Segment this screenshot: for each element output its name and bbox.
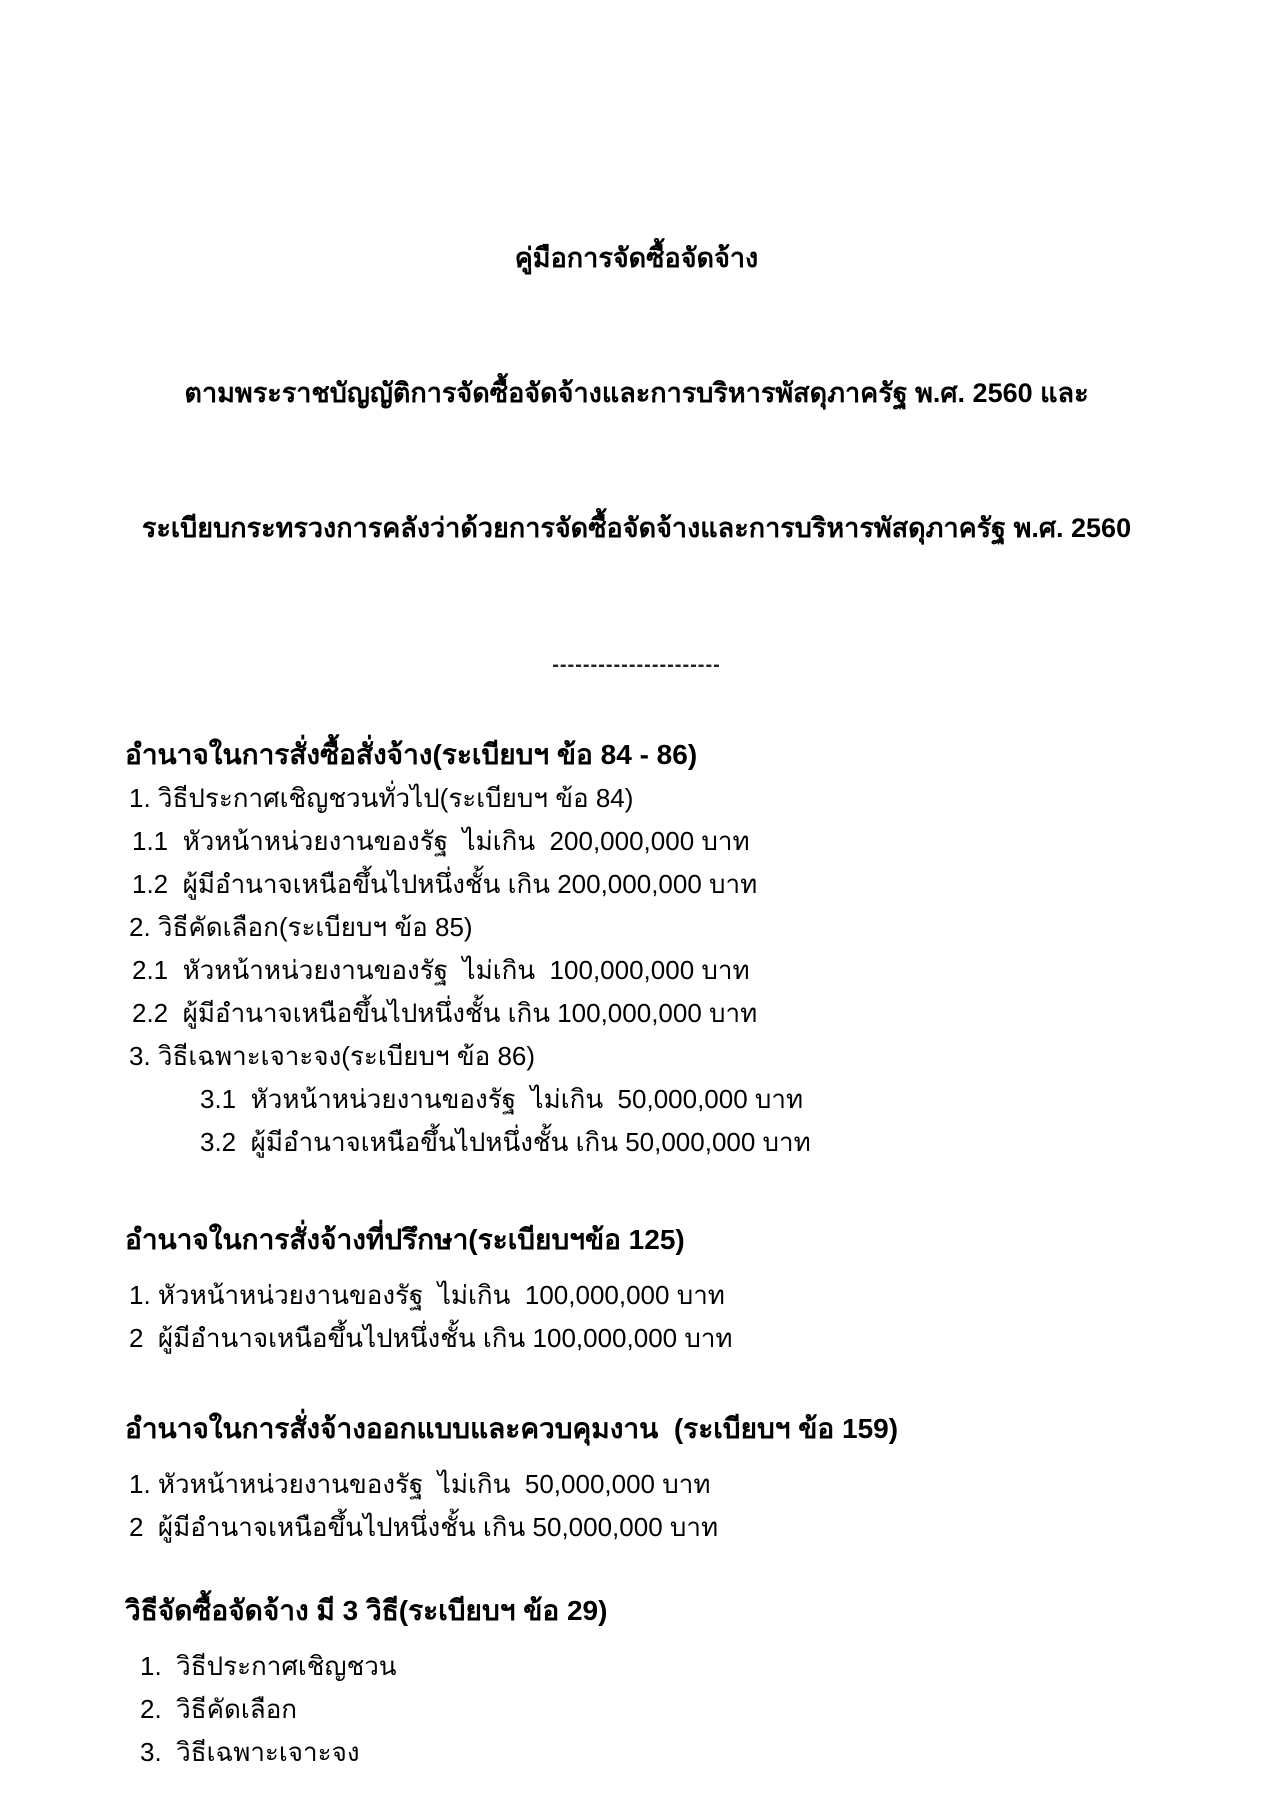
section-heading: วิธีจัดซื้อจัดจ้าง มี 3 วิธี(ระเบียบฯ ข้อ 29) [125,1595,608,1626]
section-procurement-methods [125,1589,1173,1774]
list-item: 2.1 หัวหน้าหน่วยงานของรัฐ ไม่เกิน 100,000,000 บาท [132,955,750,985]
list-item: 1. วิธีประกาศเชิญชวน [140,1651,397,1681]
document-title-block [0,146,1273,641]
list-item: 2 ผู้มีอำนาจเหนือขึ้นไปหนึ่งชั้น เกิน 100,000,000 บาท [129,1323,733,1353]
list-item: 1. หัวหน้าหน่วยงานของรัฐ ไม่เกิน 50,000,000 บาท [129,1469,711,1499]
list-item: 3.1 หัวหน้าหน่วยงานของรัฐ ไม่เกิน 50,000,000 บาท [200,1084,804,1114]
list-item: 1. วิธีประกาศเชิญชวนทั่วไป(ระเบียบฯ ข้อ 84) [129,783,634,813]
list-item: 1. หัวหน้าหน่วยงานของรัฐ ไม่เกิน 100,000,000 บาท [129,1280,725,1310]
section-purchase-order-authority [125,733,1173,1164]
list-item: 2. วิธีคัดเลือก [140,1694,298,1724]
list-item: 2. วิธีคัดเลือก(ระเบียบฯ ข้อ 85) [129,912,473,942]
section-consultant-hire-authority [125,1218,1173,1360]
section-design-supervision-authority [125,1407,1173,1549]
title-line-1: คู่มือการจัดซื้อจัดจ้าง [514,243,759,273]
list-item: 2.2 ผู้มีอำนาจเหนือขึ้นไปหนึ่งชั้น เกิน 100,000,000 บาท [132,998,758,1028]
section-heading: อำนาจในการสั่งจ้างออกแบบและควบคุมงาน (ระเบียบฯ ข้อ 159) [125,1413,899,1444]
list-item: 3.2 ผู้มีอำนาจเหนือขึ้นไปหนึ่งชั้น เกิน 50,000,000 บาท [200,1127,811,1157]
title-line-3: ระเบียบกระทรวงการคลังว่าด้วยการจัดซื้อจัดจ้างและการบริหารพัสดุภาครัฐ พ.ศ. 2560 [141,513,1132,543]
section-heading: อำนาจในการสั่งซื้อสั่งจ้าง(ระเบียบฯ ข้อ 84 - 86) [125,739,698,770]
divider-dashes: ---------------------- [552,654,721,676]
section-heading: อำนาจในการสั่งจ้างที่ปรึกษา(ระเบียบฯข้อ 125) [125,1224,685,1255]
list-item: 3. วิธีเฉพาะเจาะจง(ระเบียบฯ ข้อ 86) [129,1041,536,1071]
list-item: 1.2 ผู้มีอำนาจเหนือขึ้นไปหนึ่งชั้น เกิน 200,000,000 บาท [132,869,758,899]
list-item: 1.1 หัวหน้าหน่วยงานของรัฐ ไม่เกิน 200,000,000 บาท [132,826,750,856]
title-line-2: ตามพระราชบัญญัติการจัดซื้อจัดจ้างและการบริหารพัสดุภาครัฐ พ.ศ. 2560 และ [184,378,1089,408]
list-item: 3. วิธีเฉพาะเจาะจง [140,1737,360,1767]
list-item: 2 ผู้มีอำนาจเหนือขึ้นไปหนึ่งชั้น เกิน 50,000,000 บาท [129,1512,719,1542]
